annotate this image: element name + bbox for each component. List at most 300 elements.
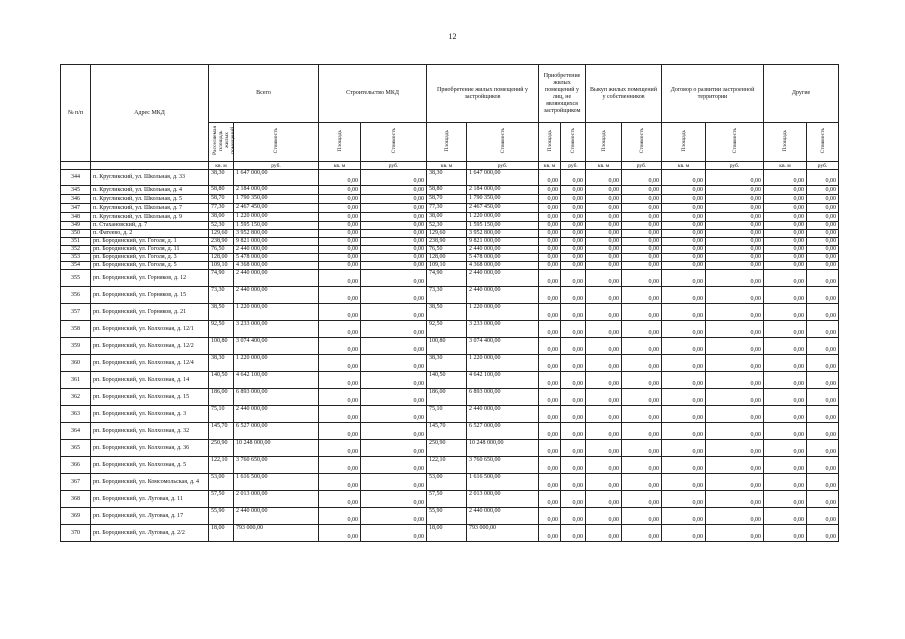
row-zero-value: 0,00	[706, 355, 764, 372]
row-developer-cost: 1 790 350,00	[467, 195, 539, 204]
row-number: 357	[61, 304, 91, 321]
row-address: рп. Бородинский, ул. Луговая, д. 2/2	[91, 525, 209, 542]
table-row	[61, 254, 839, 262]
table-row	[61, 508, 839, 525]
row-zero-value: 0,00	[807, 238, 839, 246]
row-developer-area: 250,90	[427, 440, 467, 457]
row-total-cost: 4 368 000,00	[234, 262, 319, 270]
row-zero-value: 0,00	[539, 170, 561, 186]
row-zero-value: 0,00	[706, 186, 764, 195]
row-construction-area: 0,00	[319, 287, 361, 304]
table-row	[61, 262, 839, 270]
unit-cell: руб.	[467, 162, 539, 170]
row-zero-value: 0,00	[764, 230, 807, 238]
row-total-cost: 4 642 100,00	[234, 372, 319, 389]
row-construction-area: 0,00	[319, 262, 361, 270]
row-zero-value: 0,00	[706, 372, 764, 389]
subheader-area: Площадь	[539, 123, 561, 162]
row-zero-value: 0,00	[662, 186, 706, 195]
row-developer-area: 129,60	[427, 230, 467, 238]
header-row-units	[61, 162, 839, 170]
row-number: 344	[61, 170, 91, 186]
row-zero-value: 0,00	[706, 238, 764, 246]
row-developer-area: 75,10	[427, 406, 467, 423]
row-zero-value: 0,00	[662, 491, 706, 508]
row-number: 350	[61, 230, 91, 238]
row-zero-value: 0,00	[764, 338, 807, 355]
row-zero-value: 0,00	[622, 254, 662, 262]
row-zero-value: 0,00	[586, 525, 622, 542]
row-construction-area: 0,00	[319, 186, 361, 195]
row-developer-area: 77,30	[427, 204, 467, 213]
row-zero-value: 0,00	[706, 304, 764, 321]
table-row	[61, 457, 839, 474]
row-address: рп. Бородинский, ул. Колхозная, д. 5	[91, 457, 209, 474]
row-total-area: 58,80	[209, 186, 234, 195]
table-row	[61, 195, 839, 204]
row-zero-value: 0,00	[706, 389, 764, 406]
row-total-cost: 9 821 000,00	[234, 238, 319, 246]
row-zero-value: 0,00	[706, 338, 764, 355]
table-row	[61, 372, 839, 389]
subheader-area: Площадь	[662, 123, 706, 162]
row-address: рп. Бородинский, ул. Колхозная, д. 14	[91, 372, 209, 389]
row-zero-value: 0,00	[662, 304, 706, 321]
row-total-cost: 1 220 000,00	[234, 355, 319, 372]
row-address: рп. Бородинский, ул. Луговая, д. 11	[91, 491, 209, 508]
table-row	[61, 213, 839, 222]
row-zero-value: 0,00	[561, 321, 586, 338]
row-total-cost: 6 893 000,00	[234, 389, 319, 406]
row-address: п. Кругликский, ул. Школьная, д. 7	[91, 204, 209, 213]
row-zero-value: 0,00	[662, 525, 706, 542]
row-construction-cost: 0,00	[361, 372, 427, 389]
row-zero-value: 0,00	[586, 230, 622, 238]
row-total-area: 129,60	[209, 230, 234, 238]
row-number: 360	[61, 355, 91, 372]
row-zero-value: 0,00	[764, 474, 807, 491]
row-number: 358	[61, 321, 91, 338]
row-zero-value: 0,00	[807, 508, 839, 525]
row-zero-value: 0,00	[807, 321, 839, 338]
row-total-cost: 2 440 000,00	[234, 246, 319, 254]
row-developer-cost: 793 000,00	[467, 525, 539, 542]
row-total-area: 122,10	[209, 457, 234, 474]
row-developer-area: 145,70	[427, 423, 467, 440]
row-zero-value: 0,00	[586, 262, 622, 270]
row-zero-value: 0,00	[622, 195, 662, 204]
row-zero-value: 0,00	[586, 222, 622, 230]
row-zero-value: 0,00	[561, 440, 586, 457]
row-developer-area: 74,90	[427, 270, 467, 287]
row-zero-value: 0,00	[539, 230, 561, 238]
unit-cell: кв. м	[319, 162, 361, 170]
row-zero-value: 0,00	[764, 170, 807, 186]
row-total-area: 18,00	[209, 525, 234, 542]
row-zero-value: 0,00	[662, 355, 706, 372]
row-developer-cost: 2 184 000,00	[467, 186, 539, 195]
table-row	[61, 525, 839, 542]
row-zero-value: 0,00	[622, 238, 662, 246]
row-zero-value: 0,00	[706, 270, 764, 287]
row-zero-value: 0,00	[539, 238, 561, 246]
row-zero-value: 0,00	[662, 195, 706, 204]
row-zero-value: 0,00	[662, 287, 706, 304]
row-zero-value: 0,00	[764, 372, 807, 389]
subheader-area: Площадь	[319, 123, 361, 162]
row-developer-cost: 5 478 000,00	[467, 254, 539, 262]
row-zero-value: 0,00	[706, 213, 764, 222]
row-zero-value: 0,00	[807, 230, 839, 238]
row-developer-area: 109,10	[427, 262, 467, 270]
row-zero-value: 0,00	[807, 287, 839, 304]
row-number: 370	[61, 525, 91, 542]
subheader-area: Площадь	[427, 123, 467, 162]
row-construction-cost: 0,00	[361, 262, 427, 270]
row-construction-area: 0,00	[319, 170, 361, 186]
row-zero-value: 0,00	[807, 440, 839, 457]
row-zero-value: 0,00	[622, 406, 662, 423]
row-zero-value: 0,00	[807, 372, 839, 389]
row-total-cost: 1 647 000,00	[234, 170, 319, 186]
resettlement-table	[60, 64, 839, 542]
row-total-area: 250,90	[209, 440, 234, 457]
subheader-area: Площадь	[586, 123, 622, 162]
row-number: 354	[61, 262, 91, 270]
row-construction-cost: 0,00	[361, 440, 427, 457]
row-construction-area: 0,00	[319, 254, 361, 262]
row-number: 352	[61, 246, 91, 254]
row-zero-value: 0,00	[706, 423, 764, 440]
row-address: рп. Бородинский, ул. Колхозная, д. 12/4	[91, 355, 209, 372]
row-developer-area: 58,70	[427, 195, 467, 204]
row-developer-cost: 2 440 000,00	[467, 406, 539, 423]
row-zero-value: 0,00	[807, 525, 839, 542]
row-zero-value: 0,00	[706, 195, 764, 204]
row-zero-value: 0,00	[622, 372, 662, 389]
row-zero-value: 0,00	[561, 508, 586, 525]
row-zero-value: 0,00	[706, 474, 764, 491]
row-zero-value: 0,00	[561, 204, 586, 213]
row-zero-value: 0,00	[586, 508, 622, 525]
row-zero-value: 0,00	[622, 230, 662, 238]
row-zero-value: 0,00	[561, 195, 586, 204]
table-row	[61, 170, 839, 186]
row-total-area: 55,90	[209, 508, 234, 525]
table-row	[61, 406, 839, 423]
unit-cell: руб.	[361, 162, 427, 170]
row-zero-value: 0,00	[622, 321, 662, 338]
row-construction-area: 0,00	[319, 238, 361, 246]
col-address-header: Адрес МКД	[91, 65, 209, 162]
row-construction-cost: 0,00	[361, 491, 427, 508]
row-zero-value: 0,00	[807, 457, 839, 474]
row-zero-value: 0,00	[662, 213, 706, 222]
row-zero-value: 0,00	[561, 423, 586, 440]
row-zero-value: 0,00	[561, 389, 586, 406]
row-zero-value: 0,00	[561, 262, 586, 270]
row-number: 359	[61, 338, 91, 355]
row-construction-cost: 0,00	[361, 246, 427, 254]
row-number: 349	[61, 222, 91, 230]
row-zero-value: 0,00	[586, 213, 622, 222]
row-total-area: 92,50	[209, 321, 234, 338]
row-construction-cost: 0,00	[361, 474, 427, 491]
row-construction-area: 0,00	[319, 304, 361, 321]
row-number: 351	[61, 238, 91, 246]
row-zero-value: 0,00	[561, 170, 586, 186]
row-address: рп. Бородинский, ул. Гоголя, д. 1	[91, 238, 209, 246]
row-zero-value: 0,00	[807, 204, 839, 213]
row-zero-value: 0,00	[706, 440, 764, 457]
group-header-nondeveloper-purchase: Приобретение жилых помещений у лиц, не являющихся застройщиком	[539, 65, 586, 123]
row-developer-cost: 1 616 500,00	[467, 474, 539, 491]
row-developer-area: 38,30	[427, 355, 467, 372]
row-zero-value: 0,00	[561, 186, 586, 195]
row-zero-value: 0,00	[706, 287, 764, 304]
row-construction-cost: 0,00	[361, 213, 427, 222]
row-address: п. Фатеево, д. 2	[91, 230, 209, 238]
row-zero-value: 0,00	[807, 389, 839, 406]
row-zero-value: 0,00	[539, 270, 561, 287]
row-zero-value: 0,00	[586, 389, 622, 406]
row-zero-value: 0,00	[561, 222, 586, 230]
table-body	[61, 170, 839, 542]
row-zero-value: 0,00	[586, 204, 622, 213]
group-header-construction: Строительство МКД	[319, 65, 427, 123]
row-zero-value: 0,00	[764, 186, 807, 195]
row-developer-cost: 1 595 150,00	[467, 222, 539, 230]
row-zero-value: 0,00	[662, 238, 706, 246]
row-zero-value: 0,00	[807, 270, 839, 287]
row-total-area: 53,00	[209, 474, 234, 491]
row-construction-cost: 0,00	[361, 321, 427, 338]
row-total-cost: 6 527 000,00	[234, 423, 319, 440]
row-construction-area: 0,00	[319, 440, 361, 457]
row-zero-value: 0,00	[764, 304, 807, 321]
row-developer-area: 76,50	[427, 246, 467, 254]
row-zero-value: 0,00	[706, 457, 764, 474]
row-zero-value: 0,00	[622, 508, 662, 525]
row-developer-cost: 3 760 650,00	[467, 457, 539, 474]
row-developer-area: 18,00	[427, 525, 467, 542]
row-zero-value: 0,00	[586, 406, 622, 423]
row-zero-value: 0,00	[539, 372, 561, 389]
row-zero-value: 0,00	[586, 186, 622, 195]
row-construction-cost: 0,00	[361, 238, 427, 246]
row-total-cost: 1 220 000,00	[234, 304, 319, 321]
row-total-area: 75,10	[209, 406, 234, 423]
row-address: рп. Бородинский, ул. Гоголя, д. 3	[91, 254, 209, 262]
row-zero-value: 0,00	[561, 525, 586, 542]
row-total-area: 128,00	[209, 254, 234, 262]
row-construction-cost: 0,00	[361, 186, 427, 195]
row-zero-value: 0,00	[807, 170, 839, 186]
row-total-cost: 3 233 000,00	[234, 321, 319, 338]
row-zero-value: 0,00	[622, 262, 662, 270]
row-zero-value: 0,00	[622, 338, 662, 355]
subheader-cost: Стоимость	[706, 123, 764, 162]
subheader-area-total: Расселяемая площадь жилых помещений	[209, 123, 234, 162]
row-developer-area: 38,00	[427, 213, 467, 222]
row-address: рп. Бородинский, ул. Луговая, д. 17	[91, 508, 209, 525]
row-construction-cost: 0,00	[361, 230, 427, 238]
row-zero-value: 0,00	[539, 186, 561, 195]
row-zero-value: 0,00	[622, 423, 662, 440]
unit-cell: руб.	[622, 162, 662, 170]
row-zero-value: 0,00	[764, 222, 807, 230]
row-zero-value: 0,00	[807, 423, 839, 440]
row-number: 347	[61, 204, 91, 213]
row-zero-value: 0,00	[622, 246, 662, 254]
row-zero-value: 0,00	[622, 474, 662, 491]
row-zero-value: 0,00	[561, 270, 586, 287]
row-zero-value: 0,00	[539, 457, 561, 474]
row-construction-area: 0,00	[319, 338, 361, 355]
row-address: п. Кругликский, ул. Школьная, д. 4	[91, 186, 209, 195]
row-construction-cost: 0,00	[361, 355, 427, 372]
row-zero-value: 0,00	[706, 254, 764, 262]
row-zero-value: 0,00	[586, 457, 622, 474]
row-zero-value: 0,00	[764, 246, 807, 254]
row-construction-cost: 0,00	[361, 222, 427, 230]
row-total-cost: 3 760 650,00	[234, 457, 319, 474]
row-developer-cost: 9 821 000,00	[467, 238, 539, 246]
row-total-cost: 2 440 000,00	[234, 270, 319, 287]
row-developer-cost: 2 467 450,00	[467, 204, 539, 213]
row-total-cost: 2 440 000,00	[234, 406, 319, 423]
subheader-cost: Стоимость	[807, 123, 839, 162]
row-developer-area: 58,80	[427, 186, 467, 195]
row-zero-value: 0,00	[764, 423, 807, 440]
row-zero-value: 0,00	[586, 238, 622, 246]
table-row	[61, 287, 839, 304]
row-zero-value: 0,00	[662, 457, 706, 474]
row-developer-area: 55,90	[427, 508, 467, 525]
row-zero-value: 0,00	[622, 213, 662, 222]
row-zero-value: 0,00	[561, 457, 586, 474]
row-zero-value: 0,00	[706, 491, 764, 508]
row-construction-cost: 0,00	[361, 423, 427, 440]
row-construction-area: 0,00	[319, 423, 361, 440]
row-zero-value: 0,00	[586, 287, 622, 304]
row-zero-value: 0,00	[764, 508, 807, 525]
row-number: 361	[61, 372, 91, 389]
row-zero-value: 0,00	[622, 222, 662, 230]
row-total-cost: 793 000,00	[234, 525, 319, 542]
row-construction-cost: 0,00	[361, 457, 427, 474]
row-zero-value: 0,00	[807, 304, 839, 321]
row-total-area: 238,90	[209, 238, 234, 246]
row-zero-value: 0,00	[706, 246, 764, 254]
row-total-area: 145,70	[209, 423, 234, 440]
row-construction-cost: 0,00	[361, 389, 427, 406]
row-construction-area: 0,00	[319, 213, 361, 222]
row-construction-cost: 0,00	[361, 254, 427, 262]
row-zero-value: 0,00	[706, 262, 764, 270]
unit-cell: кв. м	[586, 162, 622, 170]
row-zero-value: 0,00	[807, 186, 839, 195]
row-developer-cost: 3 952 800,00	[467, 230, 539, 238]
unit-cell: кв. м	[662, 162, 706, 170]
row-zero-value: 0,00	[622, 457, 662, 474]
row-construction-cost: 0,00	[361, 195, 427, 204]
row-developer-area: 100,80	[427, 338, 467, 355]
row-zero-value: 0,00	[662, 246, 706, 254]
row-construction-area: 0,00	[319, 355, 361, 372]
row-zero-value: 0,00	[764, 491, 807, 508]
row-construction-cost: 0,00	[361, 287, 427, 304]
table-row	[61, 321, 839, 338]
row-construction-area: 0,00	[319, 508, 361, 525]
row-developer-cost: 6 527 000,00	[467, 423, 539, 440]
row-address: рп. Бородинский, ул. Колхозная, д. 15	[91, 389, 209, 406]
row-construction-area: 0,00	[319, 406, 361, 423]
row-zero-value: 0,00	[622, 440, 662, 457]
row-total-cost: 10 248 000,00	[234, 440, 319, 457]
table-row	[61, 304, 839, 321]
page-number: 12	[448, 32, 457, 41]
row-zero-value: 0,00	[561, 372, 586, 389]
row-number: 367	[61, 474, 91, 491]
row-construction-area: 0,00	[319, 389, 361, 406]
row-zero-value: 0,00	[662, 440, 706, 457]
subheader-cost: Стоимость	[361, 123, 427, 162]
row-construction-area: 0,00	[319, 246, 361, 254]
row-construction-area: 0,00	[319, 474, 361, 491]
row-number: 348	[61, 213, 91, 222]
row-zero-value: 0,00	[662, 474, 706, 491]
row-zero-value: 0,00	[586, 321, 622, 338]
row-number: 355	[61, 270, 91, 287]
row-construction-cost: 0,00	[361, 525, 427, 542]
row-total-cost: 2 440 000,00	[234, 287, 319, 304]
row-developer-area: 52,30	[427, 222, 467, 230]
table-row	[61, 355, 839, 372]
unit-cell-empty	[91, 162, 209, 170]
row-total-area: 38,30	[209, 355, 234, 372]
row-address: рп. Бородинский, ул. Колхозная, д. 12/2	[91, 338, 209, 355]
row-developer-area: 73,30	[427, 287, 467, 304]
row-developer-cost: 2 440 000,00	[467, 287, 539, 304]
row-developer-area: 122,10	[427, 457, 467, 474]
row-zero-value: 0,00	[764, 406, 807, 423]
row-address: рп. Бородинский, ул. Колхозная, д. 32	[91, 423, 209, 440]
row-total-area: 58,70	[209, 195, 234, 204]
row-zero-value: 0,00	[561, 355, 586, 372]
row-developer-area: 38,50	[427, 304, 467, 321]
row-zero-value: 0,00	[586, 254, 622, 262]
row-construction-area: 0,00	[319, 204, 361, 213]
row-zero-value: 0,00	[561, 287, 586, 304]
row-zero-value: 0,00	[539, 195, 561, 204]
row-address: рп. Бородинский, ул. Гоголя, д. 11	[91, 246, 209, 254]
row-zero-value: 0,00	[764, 525, 807, 542]
row-construction-area: 0,00	[319, 525, 361, 542]
row-total-area: 57,50	[209, 491, 234, 508]
row-zero-value: 0,00	[764, 254, 807, 262]
row-zero-value: 0,00	[662, 230, 706, 238]
row-zero-value: 0,00	[539, 423, 561, 440]
row-zero-value: 0,00	[662, 406, 706, 423]
row-developer-cost: 4 642 100,00	[467, 372, 539, 389]
row-zero-value: 0,00	[561, 230, 586, 238]
group-header-developer-purchase: Приобретение жилых помещений у застройщиков	[427, 65, 539, 123]
row-total-cost: 2 440 000,00	[234, 508, 319, 525]
row-zero-value: 0,00	[764, 262, 807, 270]
row-zero-value: 0,00	[586, 270, 622, 287]
row-zero-value: 0,00	[561, 474, 586, 491]
